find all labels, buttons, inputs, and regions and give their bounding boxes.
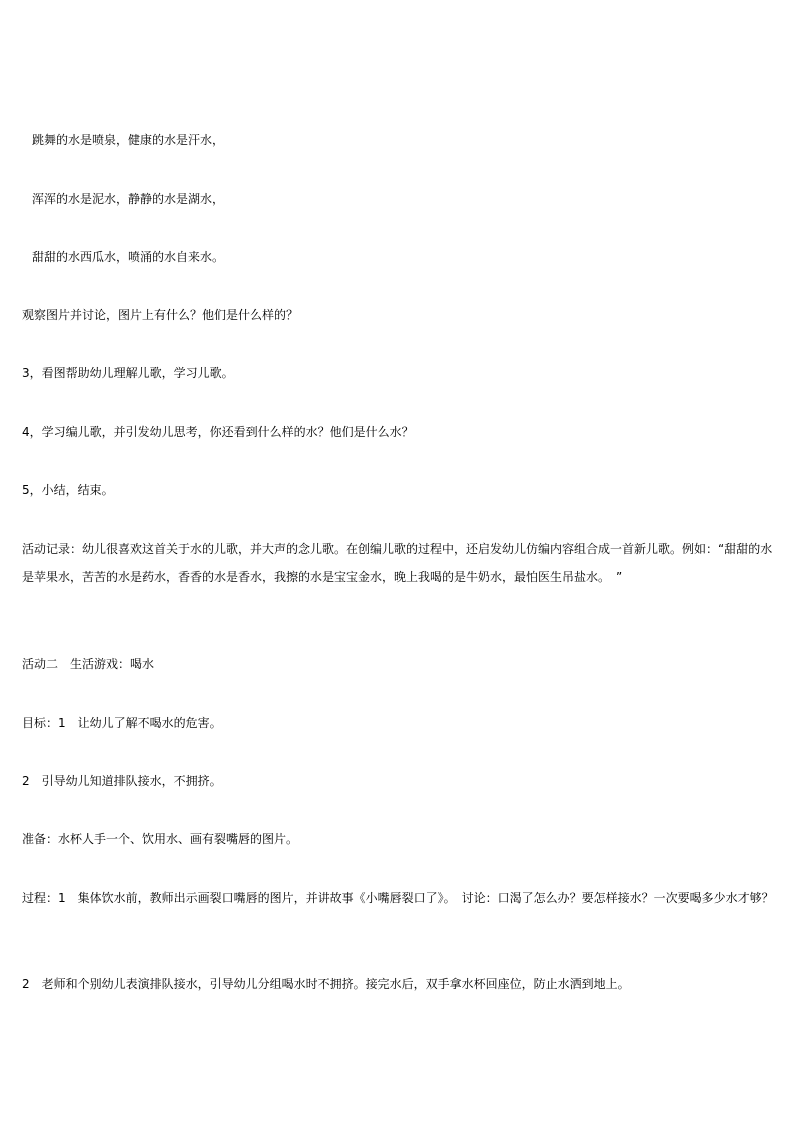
step-3: 3，看图帮助幼儿理解儿歌，学习儿歌。 (22, 366, 234, 380)
process-1: 过程：1 集体饮水前，教师出示画裂口嘴唇的图片，并讲故事《小嘴唇裂口了》。 讨论：口渴了怎么办？要怎样接水？一次要喝多少水才够？ (22, 891, 774, 905)
step-observe: 观察图片并讨论，图片上有什么？他们是什么样的？ (22, 308, 299, 322)
goal-2: 2 引导幼儿知道排队接水，不拥挤。 (22, 774, 222, 788)
preparation: 准备：水杯人手一个、饮用水、画有裂嘴唇的图片。 (22, 832, 299, 846)
poem-line-1: 跳舞的水是喷泉，健康的水是汗水， (32, 133, 225, 147)
poem-line-3: 甜甜的水西瓜水，喷涌的水自来水。 (32, 250, 225, 264)
step-5: 5，小结，结束。 (22, 483, 114, 497)
activity-record: 活动记录：幼儿很喜欢这首关于水的儿歌，并大声的念儿歌。在创编儿歌的过程中，还启发幼儿仿编内容组合成一首新儿歌。例如：“甜甜的水是苹果水，苦苦的水是药水，香香的水是香水，我擦的水是宝宝金水，晚上我喝的是牛奶水，最怕医生吊盐水。 ” (22, 542, 773, 584)
goal-1: 目标：1 让幼儿了解不喝水的危害。 (22, 716, 222, 730)
process-2: 2 老师和个别幼儿表演排队接水，引导幼儿分组喝水时不拥挤。接完水后，双手拿水杯回座位，防止水洒到地上。 (22, 977, 630, 991)
step-4: 4，学习编儿歌，并引发幼儿思考，你还看到什么样的水？他们是什么水？ (22, 425, 414, 439)
poem-line-2: 浑浑的水是泥水，静静的水是湖水， (32, 192, 225, 206)
activity-two-heading: 活动二 生活游戏：喝水 (22, 657, 155, 671)
